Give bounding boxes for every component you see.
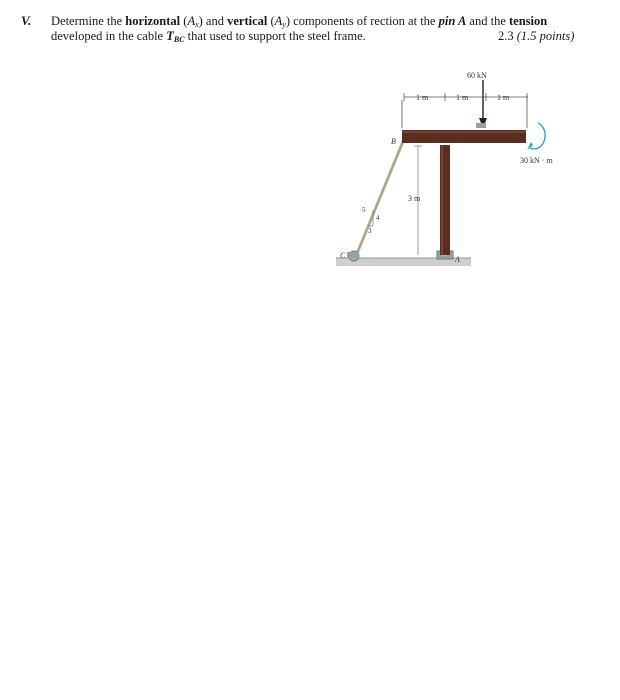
slope-label-4: 4: [376, 214, 380, 222]
question-text-line1: Determine the horizontal $(A_x)$ and vertical $(A_y)$ components of rection at the pin A and the tension: [51, 14, 548, 29]
slope-label-5: 5: [362, 206, 366, 214]
load-label: 60 kN: [467, 71, 487, 80]
dim-label-1: 1 m: [416, 93, 429, 102]
point-b-label: B: [391, 137, 396, 146]
question-number: V.: [21, 13, 32, 28]
moment-label: 30 kN · m: [520, 156, 553, 165]
point-a-label: A: [455, 255, 460, 264]
load-arrow: [476, 80, 487, 128]
slope-label-3: 3: [368, 227, 372, 235]
question-text-line2: developed in the cable $T_{BC}$ that used to support the steel frame.: [51, 29, 366, 44]
point-c-label: C: [340, 251, 346, 260]
dim-label-2: 1 m: [456, 93, 469, 102]
question-points: 2.3 (1.5 points): [498, 29, 575, 43]
dim-label-3: 1 m: [497, 93, 510, 102]
height-label: 3 m: [408, 194, 421, 203]
